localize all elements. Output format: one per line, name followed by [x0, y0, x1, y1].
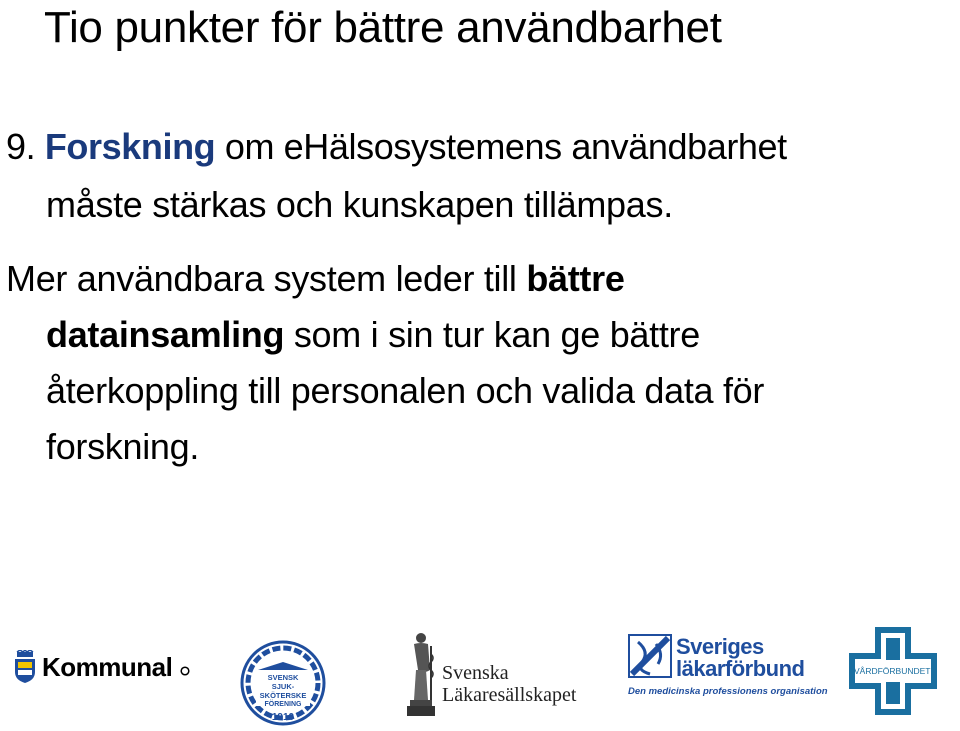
body-line-4: forskning. — [46, 426, 200, 467]
body-line-2-rest: som i sin tur kan ge bättre — [284, 314, 700, 355]
slf-line-2: läkarförbund — [676, 656, 805, 681]
point-line-1-rest: om eHälsosystemens användbarhet — [215, 126, 787, 167]
body-line-1-bold: bättre — [526, 258, 625, 299]
sls-line-2: Läkaresällskapet — [442, 684, 577, 706]
body-line-3: återkoppling till personalen och valida data för — [46, 370, 765, 411]
svg-text:SVENSK: SVENSK — [267, 673, 299, 682]
sls-wordmark — [442, 662, 576, 706]
asclepius-statue-icon — [404, 630, 438, 718]
kommunal-logo — [12, 650, 192, 686]
vardforbundet-wordmark: VÅRDFÖRBUNDET — [854, 666, 931, 676]
slf-line-1: Sveriges — [676, 634, 764, 659]
logo-strip — [0, 620, 960, 723]
body-line-1-start: Mer användbara system leder till — [6, 258, 527, 299]
sls-line-1: Svenska — [442, 662, 509, 684]
body-line-2 — [46, 314, 700, 356]
kommunal-ring-icon — [180, 666, 190, 676]
slf-logo — [628, 634, 828, 714]
crown-shield-icon — [12, 650, 38, 684]
point-number: 9. — [6, 126, 36, 167]
slide-title: Tio punkter för bättre användbarhet — [44, 3, 722, 52]
svg-text:1910: 1910 — [271, 712, 295, 723]
svg-text:FÖRENING: FÖRENING — [264, 701, 302, 708]
sls-logo — [404, 630, 577, 720]
ssf-logo — [240, 640, 326, 726]
svg-text:SKÖTERSKE: SKÖTERSKE — [259, 691, 307, 700]
ssf-seal-icon — [240, 640, 326, 726]
slf-emblem-icon — [628, 634, 672, 678]
body-line-1 — [6, 258, 625, 300]
kommunal-wordmark: Kommunal — [42, 652, 173, 682]
slf-tagline: Den medicinska professionens organisation — [628, 686, 828, 697]
svg-text:SJUK-: SJUK- — [271, 682, 295, 691]
vardforbundet-logo — [848, 626, 938, 716]
point-highlight: Forskning — [44, 126, 216, 167]
body-line-2-bold: datainsamling — [46, 314, 285, 355]
point-line-2: måste stärkas och kunskapen tillämpas. — [46, 184, 673, 225]
point-line-1 — [6, 126, 787, 168]
